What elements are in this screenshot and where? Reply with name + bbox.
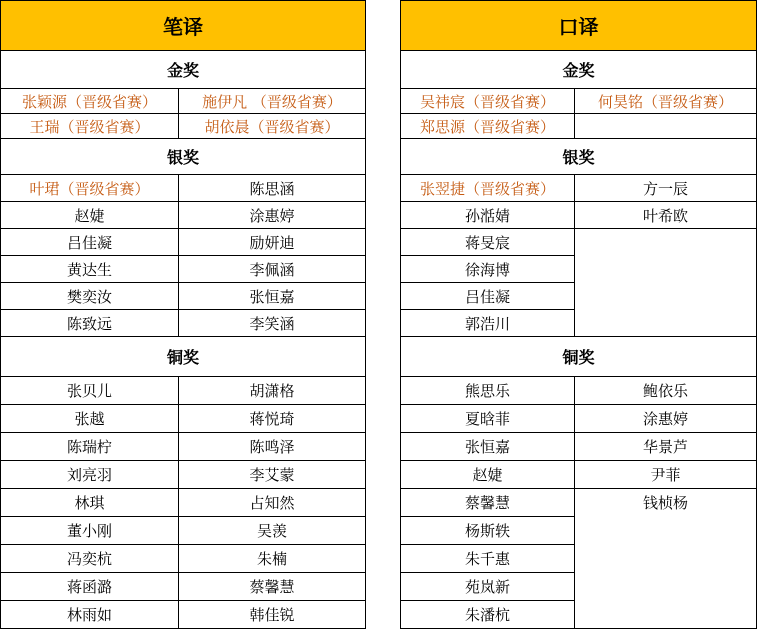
written-silver-name: 陈致远 — [1, 310, 179, 337]
written-silver-name: 赵婕 — [1, 202, 179, 229]
written-bronze-name: 刘亮羽 — [1, 461, 179, 489]
written-bronze-name: 蒋函潞 — [1, 573, 179, 601]
written-silver-name: 樊奕汝 — [1, 283, 179, 310]
oral-title: 口译 — [401, 1, 757, 51]
written-bronze-name: 林琪 — [1, 489, 179, 517]
oral-gold-empty — [575, 114, 757, 139]
oral-silver-name: 郭浩川 — [401, 310, 575, 337]
written-gold-name: 王瑞（晋级省赛） — [1, 114, 179, 139]
oral-bronze-name: 张恒嘉 — [401, 433, 575, 461]
written-bronze-name: 陈瑞柠 — [1, 433, 179, 461]
written-bronze-name: 占知然 — [179, 489, 366, 517]
oral-silver-name: 张翌捷（晋级省赛） — [401, 175, 575, 202]
written-bronze-name: 胡潇格 — [179, 377, 366, 405]
written-bronze-name: 蒋悦琦 — [179, 405, 366, 433]
written-bronze-name: 张贝儿 — [1, 377, 179, 405]
written-bronze-name: 董小刚 — [1, 517, 179, 545]
oral-bronze-name: 杨斯轶 — [401, 517, 575, 545]
oral-bronze-empty — [575, 517, 757, 629]
written-silver-name: 李笑涵 — [179, 310, 366, 337]
oral-silver-name: 方一辰 — [575, 175, 757, 202]
written-silver-name: 黄达生 — [1, 256, 179, 283]
written-bronze-name: 朱楠 — [179, 545, 366, 573]
oral-silver-name: 叶希欧 — [575, 202, 757, 229]
written-bronze-name: 陈鸣泽 — [179, 433, 366, 461]
written-gold-name: 张颖源（晋级省赛） — [1, 89, 179, 114]
written-awards-table — [0, 0, 366, 629]
written-silver-name: 叶珺（晋级省赛） — [1, 175, 179, 202]
written-bronze-name: 李艾蒙 — [179, 461, 366, 489]
written-gold-name: 施伊凡 （晋级省赛） — [179, 89, 366, 114]
written-silver-name: 励妍迪 — [179, 229, 366, 256]
oral-bronze-name: 钱桢杨 — [575, 489, 757, 517]
oral-bronze-name: 熊思乐 — [401, 377, 575, 405]
oral-bronze-name: 尹菲 — [575, 461, 757, 489]
oral-bronze-name: 鲍依乐 — [575, 377, 757, 405]
oral-bronze-name: 蔡馨慧 — [401, 489, 575, 517]
oral-bronze-name: 朱千惠 — [401, 545, 575, 573]
written-bronze-name: 张越 — [1, 405, 179, 433]
written-silver-name: 吕佳凝 — [1, 229, 179, 256]
written-silver-name: 涂惠婷 — [179, 202, 366, 229]
written-bronze-name: 韩佳锐 — [179, 601, 366, 629]
oral-gold-name: 何昊铭（晋级省赛） — [575, 89, 757, 114]
written-gold-name: 胡依晨（晋级省赛） — [179, 114, 366, 139]
oral-silver-name: 吕佳凝 — [401, 283, 575, 310]
written-silver-name: 李佩涵 — [179, 256, 366, 283]
written-title: 笔译 — [1, 1, 366, 51]
written-silver-label: 银奖 — [1, 139, 366, 175]
oral-silver-label: 银奖 — [401, 139, 757, 175]
written-bronze-name: 吴羡 — [179, 517, 366, 545]
oral-silver-name: 孙湉婧 — [401, 202, 575, 229]
written-gold-label: 金奖 — [1, 51, 366, 89]
oral-silver-name: 蒋旻宸 — [401, 229, 575, 256]
oral-bronze-name: 涂惠婷 — [575, 405, 757, 433]
written-bronze-name: 冯奕杭 — [1, 545, 179, 573]
oral-gold-name: 郑思源（晋级省赛） — [401, 114, 575, 139]
written-bronze-name: 林雨如 — [1, 601, 179, 629]
oral-bronze-name: 朱潘杭 — [401, 601, 575, 629]
oral-silver-name: 徐海博 — [401, 256, 575, 283]
written-silver-name: 张恒嘉 — [179, 283, 366, 310]
oral-awards-table — [400, 0, 757, 629]
oral-silver-empty — [575, 229, 757, 337]
written-silver-name: 陈思涵 — [179, 175, 366, 202]
oral-bronze-name: 华景芦 — [575, 433, 757, 461]
oral-bronze-name: 夏晗菲 — [401, 405, 575, 433]
oral-bronze-label: 铜奖 — [401, 337, 757, 377]
oral-bronze-name: 赵婕 — [401, 461, 575, 489]
oral-bronze-name: 苑岚新 — [401, 573, 575, 601]
oral-gold-name: 吴祎宸（晋级省赛） — [401, 89, 575, 114]
written-bronze-name: 蔡馨慧 — [179, 573, 366, 601]
oral-gold-label: 金奖 — [401, 51, 757, 89]
written-bronze-label: 铜奖 — [1, 337, 366, 377]
